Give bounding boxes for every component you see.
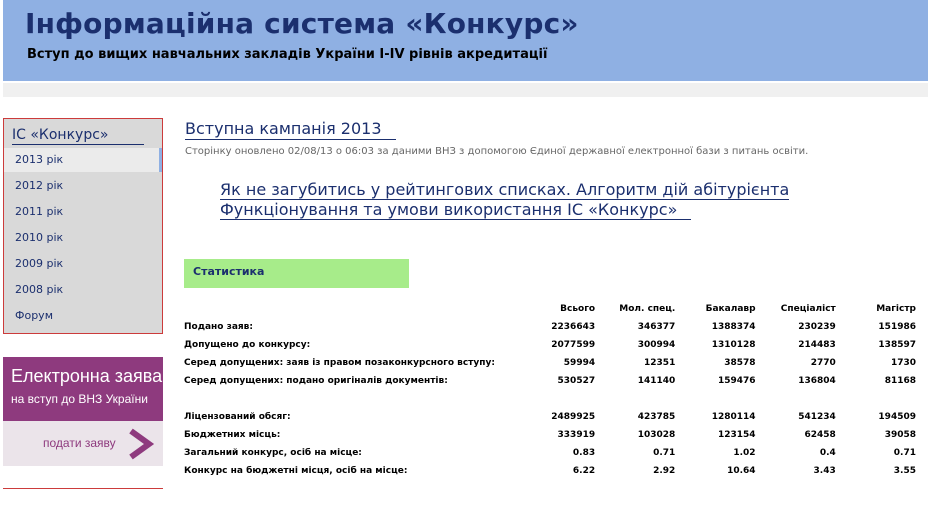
cell-value: 423785 xyxy=(637,412,676,422)
sidebar-bottom-rule xyxy=(3,488,163,489)
table-spacer-row xyxy=(184,390,916,408)
table-row xyxy=(184,354,916,372)
table-row xyxy=(184,408,916,426)
cell-value: 12351 xyxy=(644,358,676,368)
sidebar-item-2009[interactable]: 2009 рік xyxy=(15,257,64,270)
update-notice: Сторінку оновлено 02/08/13 о 06:03 за даними ВНЗ з допомогою Єдиної державної електронної бази з питань освіти. xyxy=(185,146,809,157)
banner-action[interactable] xyxy=(3,421,163,466)
banner-title: Електронна заява xyxy=(11,366,163,386)
cell-value: 1280114 xyxy=(711,412,756,422)
cell-value: 62458 xyxy=(804,430,836,440)
site-subtitle: Вступ до вищих навчальних закладів України I-IV рівнів акредитації xyxy=(27,47,548,62)
cell-value: 2077599 xyxy=(551,340,596,350)
e-application-banner[interactable] xyxy=(3,357,163,466)
cell-value: 103028 xyxy=(637,430,676,440)
cell-value: 3.43 xyxy=(813,466,836,476)
sidebar-title[interactable]: ІС «Конкурс» xyxy=(12,127,144,145)
banner-subtitle: на вступ до ВНЗ України xyxy=(11,392,148,406)
statistics-tab[interactable]: Статистика xyxy=(184,259,409,288)
cell-value: 2236643 xyxy=(551,322,596,332)
cell-value: 39058 xyxy=(884,430,916,440)
cell-value: 346377 xyxy=(637,322,676,332)
cell-value: 59994 xyxy=(563,358,596,368)
table-header-row xyxy=(184,300,916,318)
cell-value: 194509 xyxy=(878,412,916,422)
cell-value: 123154 xyxy=(717,430,756,440)
row-label: Серед допущених: подано оригіналів документів: xyxy=(184,376,448,386)
header-label-cell xyxy=(184,300,515,318)
row-label: Конкурс на бюджетні місця, осіб на місце: xyxy=(184,466,408,476)
site-header xyxy=(3,0,928,81)
cell-value: 300994 xyxy=(637,340,676,350)
cell-value: 1310128 xyxy=(711,340,756,350)
page-title: Вступна кампанія 2013 xyxy=(185,119,396,140)
cell-value: 230239 xyxy=(798,322,836,332)
cell-value: 1388374 xyxy=(711,322,756,332)
cell-value: 2489925 xyxy=(551,412,596,422)
cell-value: 1730 xyxy=(890,358,916,368)
sidebar-item-2012[interactable]: 2012 рік xyxy=(15,179,64,192)
header-specialist: Спеціаліст xyxy=(780,304,836,314)
site-title[interactable]: Інформаційна система «Конкурс» xyxy=(25,7,579,40)
cell-value: 136804 xyxy=(798,376,836,386)
cell-value: 138597 xyxy=(878,340,916,350)
cell-value: 2.92 xyxy=(653,466,676,476)
table-row xyxy=(184,372,916,390)
statistics-table xyxy=(184,300,916,480)
cell-value: 541234 xyxy=(798,412,836,422)
sidebar-item-forum[interactable]: Форум xyxy=(15,309,53,322)
sidebar-item-2011[interactable]: 2011 рік xyxy=(15,205,64,218)
table-row xyxy=(184,336,916,354)
sidebar-item-2010[interactable]: 2010 рік xyxy=(15,231,64,244)
cell-value: 3.55 xyxy=(893,466,916,476)
cell-value: 0.83 xyxy=(572,448,596,458)
cell-value: 0.71 xyxy=(653,448,676,458)
header-junior-specialist: Мол. спец. xyxy=(619,304,676,314)
row-label: Бюджетних місць: xyxy=(184,430,281,440)
cell-value: 38578 xyxy=(724,358,756,368)
cell-value: 6.22 xyxy=(572,466,596,476)
spacer-cell xyxy=(184,390,916,408)
arrow-right-icon xyxy=(123,427,155,461)
cell-value: 530527 xyxy=(557,376,596,386)
cell-value: 0.71 xyxy=(893,448,916,458)
top-strip xyxy=(3,83,928,97)
row-label: Ліцензований обсяг: xyxy=(184,412,291,422)
ranking-guide-link[interactable]: Як не загубитись у рейтингових списках. Алгоритм дій абітурієнта xyxy=(220,180,790,199)
table-row xyxy=(184,444,916,462)
cell-value: 2770 xyxy=(810,358,836,368)
sidebar-item-2008[interactable]: 2008 рік xyxy=(15,283,64,296)
table-row xyxy=(184,426,916,444)
cell-value: 0.4 xyxy=(819,448,836,458)
header-total: Всього xyxy=(560,304,596,314)
cell-value: 81168 xyxy=(884,376,916,386)
cell-value: 159476 xyxy=(717,376,756,386)
submit-application-button[interactable]: подати заяву xyxy=(43,436,116,450)
row-label: Допущено до конкурсу: xyxy=(184,340,311,350)
cell-value: 10.64 xyxy=(727,466,756,476)
table-row xyxy=(184,462,916,480)
table-row xyxy=(184,318,916,336)
row-label: Серед допущених: заяв із правом позаконкурсного вступу: xyxy=(184,358,495,368)
row-label: Загальний конкурс, осіб на місце: xyxy=(184,448,362,458)
cell-value: 214483 xyxy=(798,340,836,350)
cell-value: 333919 xyxy=(557,430,596,440)
sidebar-item-2013[interactable]: 2013 рік xyxy=(4,148,162,172)
cell-value: 141140 xyxy=(637,376,676,386)
cell-value: 1.02 xyxy=(733,448,756,458)
header-master: Магістр xyxy=(876,304,916,314)
system-terms-link[interactable]: Функціонування та умови використання ІС «Конкурс» xyxy=(220,200,691,220)
cell-value: 151986 xyxy=(878,322,916,332)
row-label: Подано заяв: xyxy=(184,322,253,332)
banner-header xyxy=(3,357,163,421)
sidebar-nav xyxy=(3,118,163,334)
header-bachelor: Бакалавр xyxy=(705,304,756,314)
